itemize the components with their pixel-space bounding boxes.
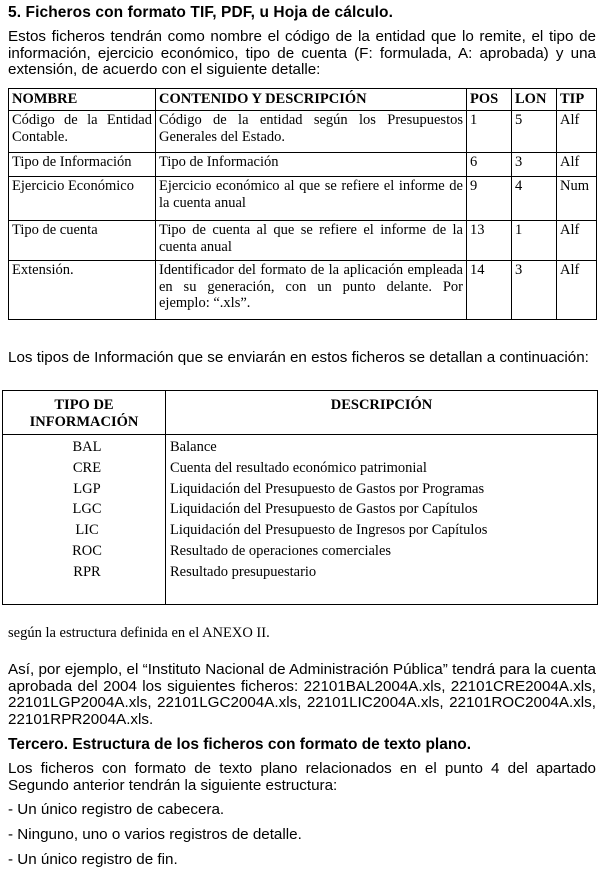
- cell-nombre: Extensión.: [9, 261, 156, 320]
- cell-contenido: Identificador del formato de la aplicación empleada en su generación, con un punto delante. Por ejemplo: “.xls”.: [156, 261, 467, 320]
- cell-contenido: Ejercicio económico al que se refiere el informe de la cuenta anual: [156, 177, 467, 221]
- cell-tip: Alf: [557, 111, 597, 153]
- type-code: LGP: [73, 480, 101, 497]
- header-divider: [3, 434, 597, 435]
- header-tip: TIP: [557, 89, 597, 111]
- cell-contenido: Tipo de Información: [156, 153, 467, 177]
- table-row: [3, 479, 597, 500]
- type-code: RPR: [73, 563, 101, 580]
- cell-nombre: Código de la Entidad Contable.: [9, 111, 156, 153]
- type-code: CRE: [72, 459, 102, 476]
- cell-tip: Alf: [557, 221, 597, 261]
- table-row: [3, 520, 597, 541]
- header-descripcion: DESCRIPCIÓN: [330, 397, 433, 413]
- type-code: ROC: [72, 543, 102, 559]
- section-heading: 5. Ficheros con formato TIF, PDF, u Hoja de cálculo.: [8, 4, 394, 21]
- bullet-detalle: - Ninguno, uno o varios registros de detalle.: [8, 826, 302, 843]
- cell-tip: Num: [557, 177, 597, 221]
- table-row: [3, 499, 597, 520]
- ejemplo-paragraph: Así, por ejemplo, el “Instituto Nacional de Administración Pública” tendrá para la cuenta aprobada del 2004 los siguientes ficheros: 22101BAL2004A.xls, 22101CRE2004A.xls, 22101LGP2004A.xls, 22101LGC2004A.xls, 22101LIC2004A.xls, 22101ROC2004A.xls, 22101RPR2004A.xls.: [8, 661, 596, 728]
- cell-pos: 1: [467, 111, 512, 153]
- table-row: [9, 111, 597, 153]
- type-description: Resultado presupuestario: [170, 563, 317, 580]
- cell-contenido: Código de la entidad según los Presupuestos Generales del Estado.: [156, 111, 467, 153]
- cell-lon: 1: [512, 221, 557, 261]
- cell-lon: 4: [512, 177, 557, 221]
- type-code: LIC: [75, 522, 99, 539]
- file-name-structure-table: [8, 88, 597, 320]
- table-row: [3, 458, 597, 479]
- table-row: [3, 562, 597, 583]
- table-row: [9, 261, 597, 320]
- cell-contenido: Tipo de cuenta al que se refiere el informe de la cuenta anual: [156, 221, 467, 261]
- type-description: Liquidación del Presupuesto de Gastos por Capítulos: [170, 501, 478, 518]
- header-nombre: NOMBRE: [9, 89, 156, 111]
- tercero-heading: Tercero. Estructura de los ficheros con formato de texto plano.: [8, 736, 472, 753]
- information-types-table: [2, 390, 598, 605]
- cell-tip: Alf: [557, 261, 597, 320]
- bullet-cabecera: - Un único registro de cabecera.: [8, 801, 225, 818]
- type-description: Liquidación del Presupuesto de Ingresos por Capítulos: [170, 522, 488, 539]
- bullet-fin: - Un único registro de fin.: [8, 851, 178, 868]
- table-row: [3, 437, 597, 458]
- tipos-intro-paragraph: Los tipos de Información que se enviarán en estos ficheros se detallan a continuación:: [8, 349, 589, 366]
- header-lon: LON: [512, 89, 557, 111]
- cell-pos: 13: [467, 221, 512, 261]
- table-row: [9, 153, 597, 177]
- header-pos: POS: [467, 89, 512, 111]
- type-description: Cuenta del resultado económico patrimonial: [170, 459, 427, 476]
- type-description: Resultado de operaciones comerciales: [170, 543, 392, 559]
- segun-estructura-text: según la estructura definida en el ANEXO II.: [8, 625, 270, 641]
- header-contenido: CONTENIDO Y DESCRIPCIÓN: [156, 89, 467, 111]
- cell-lon: 3: [512, 261, 557, 320]
- type-code: LGC: [72, 501, 102, 518]
- type-description: Liquidación del Presupuesto de Gastos por Programas: [170, 480, 485, 497]
- cell-pos: 6: [467, 153, 512, 177]
- type-code: BAL: [72, 439, 102, 455]
- table-row: [9, 221, 597, 261]
- table-header-row: [9, 89, 597, 111]
- texto-plano-intro-paragraph: Los ficheros con formato de texto plano relacionados en el punto 4 del apartado Segundo anterior tendrán la siguiente estructura:: [8, 760, 596, 794]
- intro-paragraph: Estos ficheros tendrán como nombre el código de la entidad que lo remite, el tipo de información, ejercicio económico, tipo de cuenta (F: formulada, A: aprobada) y una extensión, de acuerdo con el siguiente detalle:: [8, 28, 596, 78]
- cell-nombre: Ejercicio Económico: [9, 177, 156, 221]
- cell-nombre: Tipo de Información: [9, 153, 156, 177]
- header-tipo-informacion: TIPO DE INFORMACIÓN: [29, 397, 139, 430]
- table-row: [3, 541, 597, 562]
- type-description: Balance: [170, 439, 217, 455]
- table-row: [9, 177, 597, 221]
- cell-nombre: Tipo de cuenta: [9, 221, 156, 261]
- cell-lon: 5: [512, 111, 557, 153]
- cell-pos: 14: [467, 261, 512, 320]
- cell-tip: Alf: [557, 153, 597, 177]
- cell-pos: 9: [467, 177, 512, 221]
- cell-lon: 3: [512, 153, 557, 177]
